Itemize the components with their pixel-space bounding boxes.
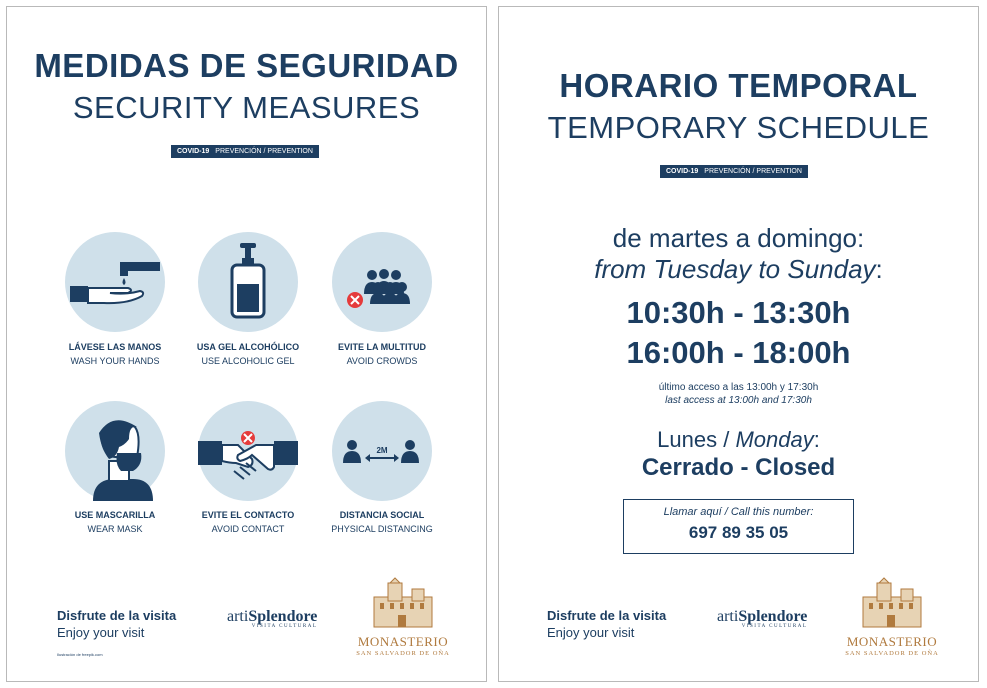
hand-wash-icon [65, 232, 165, 332]
measure-label-6: DISTANCIA SOCIAL PHYSICAL DISTANCING [331, 510, 433, 534]
prevention-tag-label: PREVENCIÓN / PREVENTION [704, 168, 802, 175]
security-measures-poster [6, 6, 487, 682]
hours-morning: 10:30h - 13:30h [626, 295, 851, 330]
call-box [623, 499, 854, 554]
phone-number[interactable]: 697 89 35 05 [688, 523, 789, 542]
schedule-title-es: HORARIO TEMPORAL [559, 67, 918, 104]
monasterio-logo: MONASTERIO SAN SALVADOR DE OÑA [348, 577, 458, 657]
schedule-title-en: TEMPORARY SCHEDULE [547, 110, 930, 145]
measure-label-3: EVITE LA MULTITUD AVOID CROWDS [338, 342, 426, 366]
covid-tag [660, 165, 808, 178]
last-access-es: último acceso a las 13:00h y 17:30h [658, 382, 819, 393]
measure-label-1: LÁVESE LAS MANOS WASH YOUR HANDS [68, 342, 162, 366]
illustration-credit: Ilustración de freepik.com [57, 652, 103, 657]
monday-line: Lunes / Monday: [657, 427, 820, 452]
distance-icon [332, 401, 432, 501]
closed-label: Cerrado - Closed [641, 454, 836, 481]
poster-title-en: SECURITY MEASURES [72, 90, 421, 125]
covid-tag-label: COVID-19 [177, 148, 210, 155]
footer-enjoy-en: Enjoy your visit [57, 625, 145, 640]
footer-enjoy-es: Disfrute de la visita [547, 608, 667, 623]
measure-label-5: EVITE EL CONTACTO AVOID CONTACT [201, 510, 295, 534]
hours-afternoon: 16:00h - 18:00h [626, 335, 851, 370]
prevention-tag-label: PREVENCIÓN / PREVENTION [215, 148, 313, 155]
call-label: Llamar aquí / Call this number: [663, 506, 814, 518]
artisplendore-logo: artiSplendore VISITA CULTURAL [717, 608, 808, 629]
measure-label-2: USA GEL ALCOHÓLICO USE ALCOHOLIC GEL [196, 342, 300, 366]
gel-bottle-icon [198, 232, 298, 332]
days-es: de martes a domingo: [612, 223, 865, 253]
artisplendore-logo: artiSplendore VISITA CULTURAL [227, 608, 318, 629]
distance-label: 2M [376, 446, 388, 455]
temporary-schedule-poster [498, 6, 979, 682]
handshake-icon [198, 401, 298, 501]
footer-enjoy-en: Enjoy your visit [547, 625, 635, 640]
monastery-illustration-icon [368, 577, 438, 629]
footer-enjoy-es: Disfrute de la visita [57, 608, 177, 623]
covid-tag-label: COVID-19 [666, 168, 699, 175]
poster-title-es: MEDIDAS DE SEGURIDAD [34, 47, 459, 84]
measure-label-4: USE MASCARILLA WEAR MASK [74, 510, 156, 534]
last-access-en: last access at 13:00h and 17:30h [665, 395, 812, 406]
monastery-illustration-icon [857, 577, 927, 629]
covid-tag [171, 145, 319, 158]
monasterio-logo: MONASTERIO SAN SALVADOR DE OÑA [837, 577, 947, 657]
crowd-icon [332, 232, 432, 332]
mask-icon [65, 401, 165, 501]
days-en: from Tuesday to Sunday: [594, 254, 883, 284]
